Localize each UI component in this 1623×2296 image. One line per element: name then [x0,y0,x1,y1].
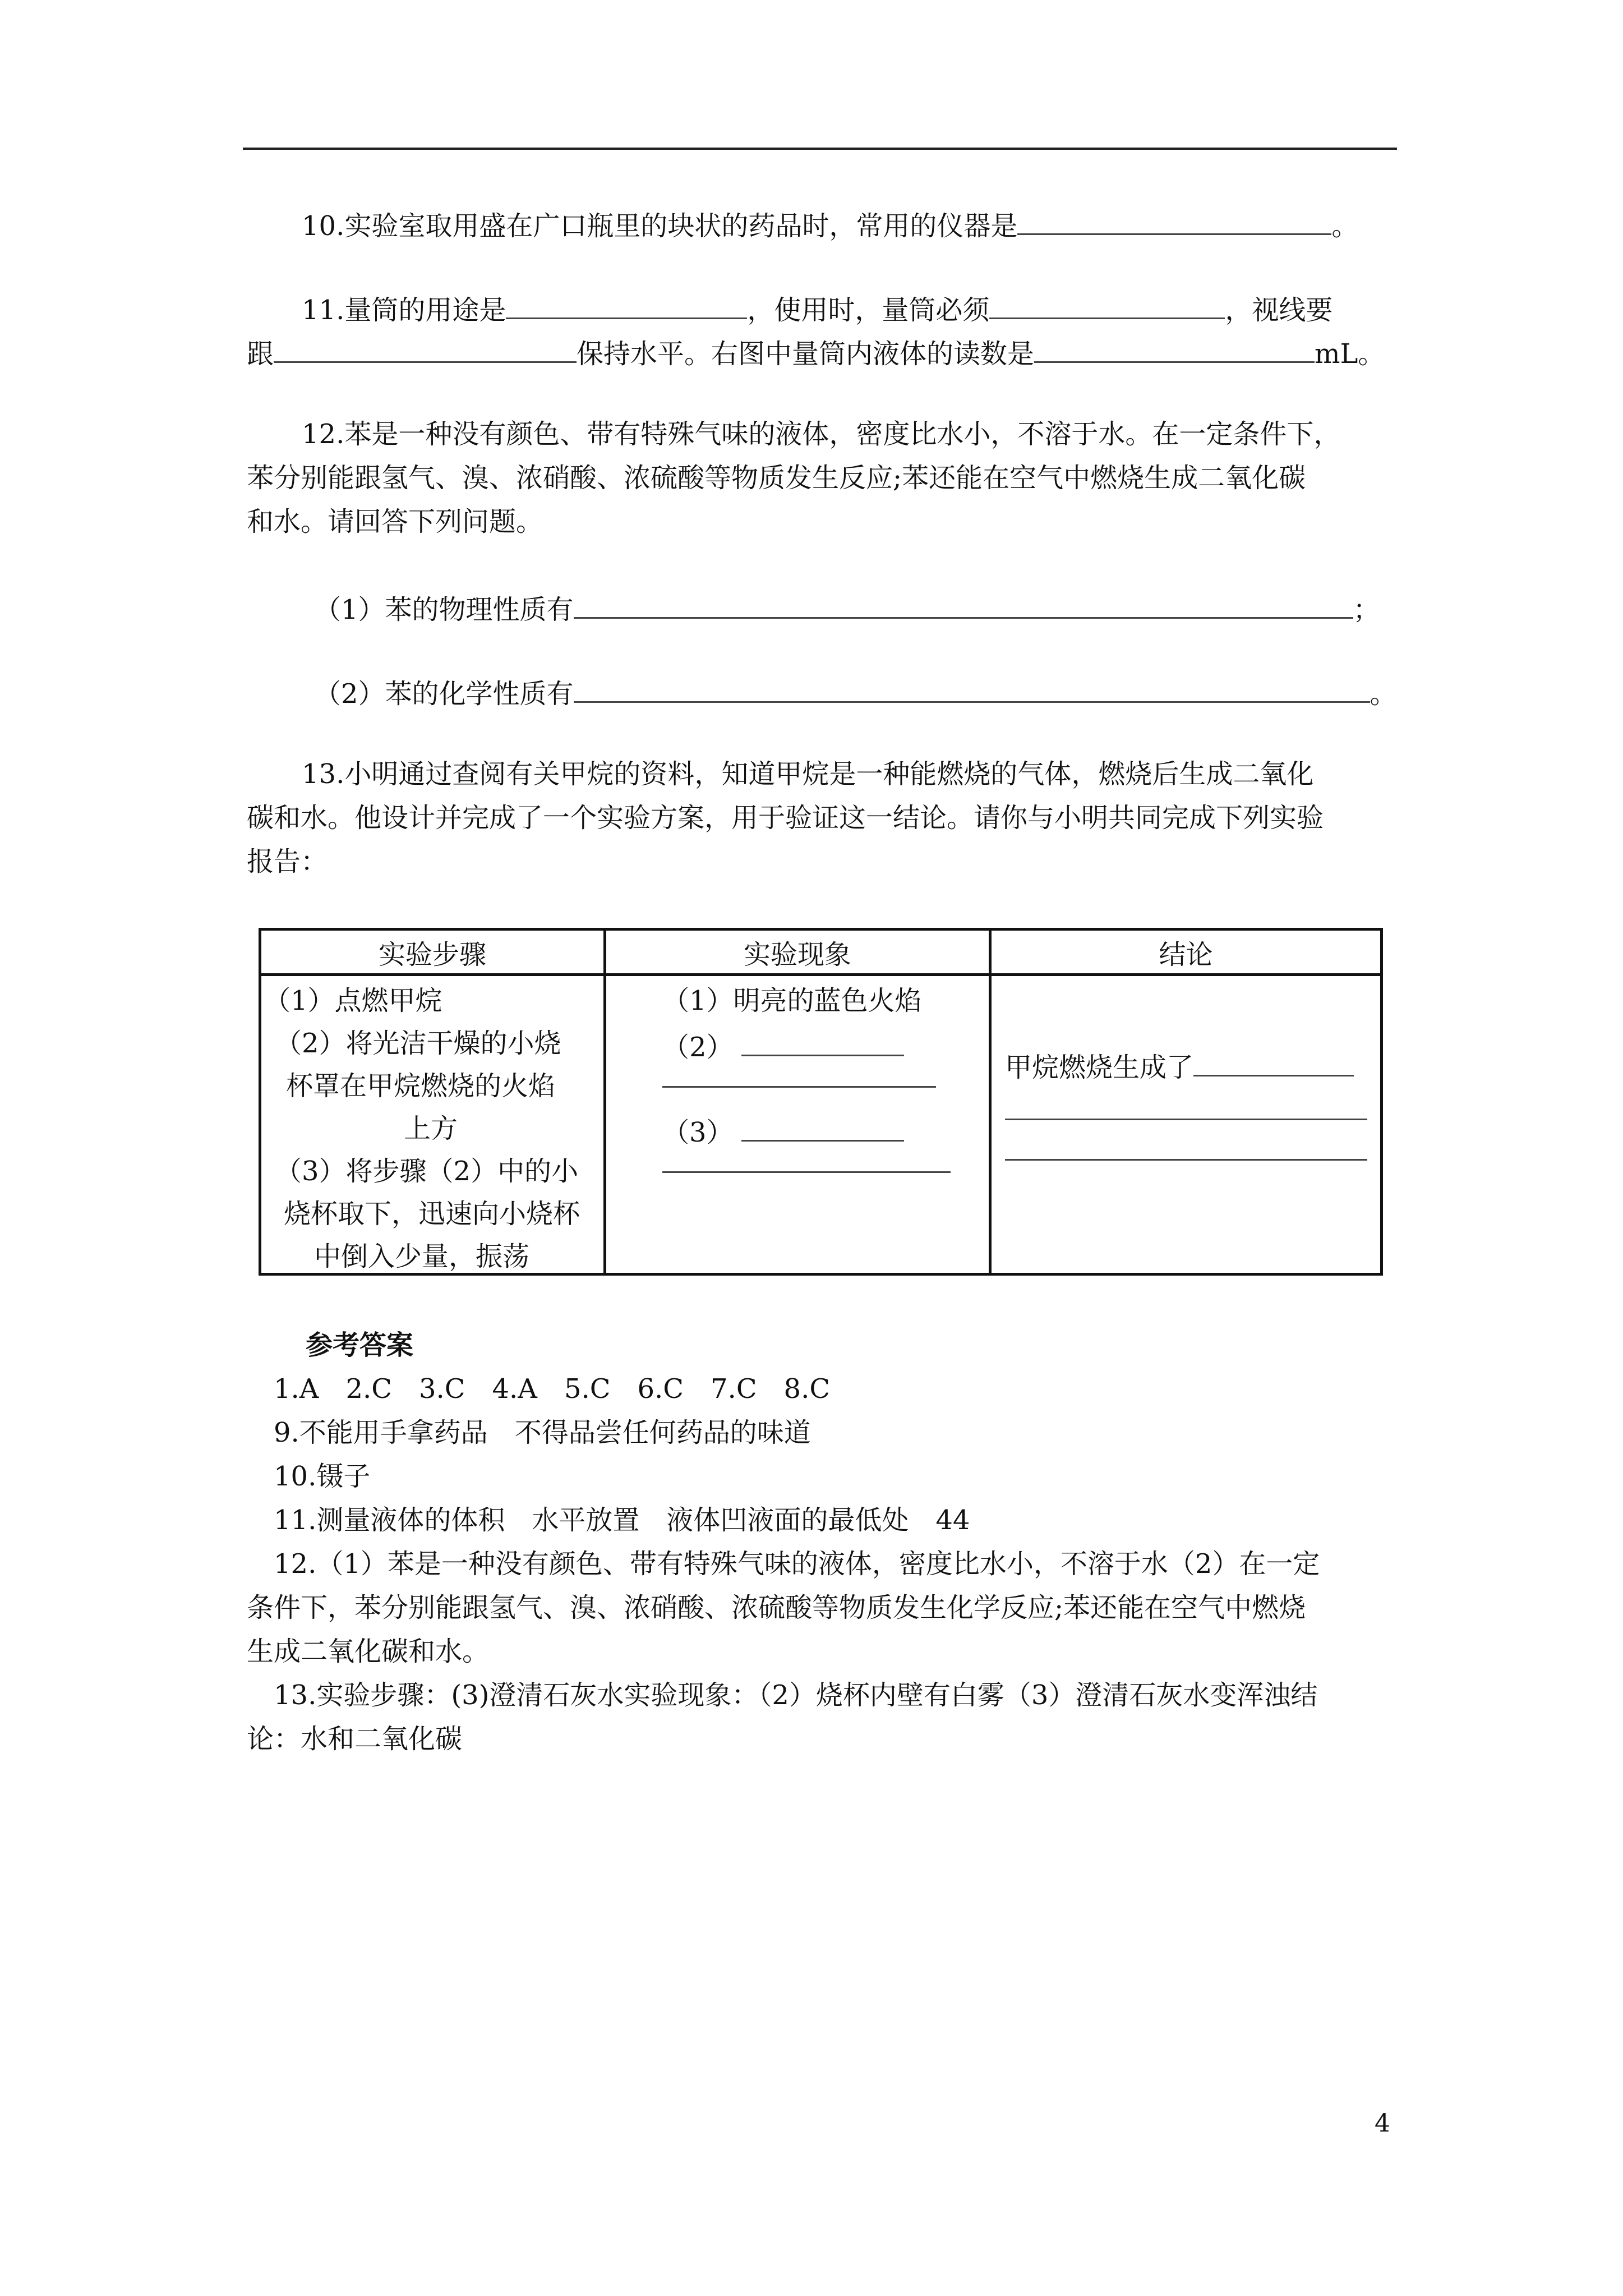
answer-line-2: 9.不能用手拿药品 不得品尝任何药品的味道 [274,1417,811,1448]
question-10-text: 10.实验室取用盛在广口瓶里的块状的药品时，常用的仪器是 [302,210,1018,242]
question-11-blank-sight[interactable] [274,337,577,363]
question-12-line-3: 和水。请回答下列问题。 [247,506,543,537]
step-line: 上方 [404,1113,458,1144]
steps-cell [260,975,605,1274]
step-line: 烧杯取下，迅速向小烧杯 [284,1198,580,1230]
question-13-line-3: 报告： [247,846,328,877]
answer-line-7: 生成二氧化碳和水。 [247,1636,490,1667]
phenomenon-2-label: （2） [662,1032,734,1063]
question-12-sub-2-text: （2）苯的化学性质有 [314,678,574,710]
question-12-sub-1-end: ； [1353,594,1380,625]
question-12-sub-2 [314,677,1397,710]
answer-line-9: 论：水和二氧化碳 [247,1723,463,1755]
step-line: （3）将步骤（2）中的小 [275,1156,579,1187]
question-10-blank[interactable] [1017,209,1331,235]
step-line: 杯罩在甲烷燃烧的火焰 [286,1070,556,1102]
question-11-text-b: ，使用时，量筒必须 [747,295,990,326]
page-number: 4 [1375,2109,1390,2138]
phenomenon-line-2 [662,1030,904,1061]
question-11-text-f: mL。 [1315,338,1385,370]
question-12-sub-1-blank[interactable] [574,592,1353,619]
question-11-text-e: 保持水平。右图中量筒内液体的读数是 [577,338,1035,370]
answer-line-3: 10.镊子 [274,1461,371,1492]
question-10-end: 。 [1331,210,1359,242]
phenomenon-2-blank-continued[interactable] [662,1086,936,1088]
question-13-line-2: 碳和水。他设计并完成了一个实验方案，用于验证这一结论。请你与小明共同完成下列实验 [247,802,1324,834]
conclusion-blank-continued[interactable] [1005,1119,1367,1120]
answer-line-6: 条件下，苯分别能跟氢气、溴、浓硝酸、浓硫酸等物质发生化学反应;苯还能在空气中燃烧 [247,1592,1306,1623]
question-11-blank-use[interactable] [506,293,747,319]
phenomenon-3-blank[interactable] [741,1115,904,1142]
question-12-line-1: 12.苯是一种没有颜色、带有特殊气味的液体，密度比水小，不溶于水。在一定条件下， [302,418,1341,450]
phenomena-cell [605,975,990,1274]
phenomenon-line-1: （1）明亮的蓝色火焰 [662,985,922,1016]
question-11-text-d: 跟 [247,338,274,370]
question-13-line-1: 13.小明通过查阅有关甲烷的资料，知道甲烷是一种能燃烧的气体，燃烧后生成二氧化 [302,758,1314,790]
conclusion-cell [990,975,1382,1274]
question-12-sub-1 [314,592,1380,623]
conclusion-text: 甲烷燃烧生成了 [1005,1052,1194,1083]
conclusion-blank-continued[interactable] [1005,1159,1367,1161]
header-phenomena: 实验现象 [605,930,990,975]
answer-line-1: 1.A 2.C 3.C 4.A 5.C 6.C 7.C 8.C [274,1373,831,1405]
question-10 [302,209,1358,240]
answer-line-8: 13.实验步骤：(3)澄清石灰水实验现象：（2）烧杯内壁有白雾（3）澄清石灰水变浑浊结 [274,1680,1318,1711]
question-12-sub-1-text: （1）苯的物理性质有 [314,594,574,625]
header-steps: 实验步骤 [260,930,605,975]
question-11-text-c: ，视线要 [1225,295,1333,326]
phenomenon-3-label: （3） [662,1117,734,1148]
question-11-line-1 [302,293,1332,324]
phenomenon-2-blank[interactable] [741,1030,904,1056]
conclusion-blank[interactable] [1193,1050,1354,1076]
conclusion-line [1005,1050,1354,1081]
question-11-blank-placement[interactable] [989,293,1225,319]
question-11-blank-reading[interactable] [1034,337,1315,363]
header-conclusion: 结论 [990,930,1382,975]
experiment-report-table [259,928,1383,1276]
question-12-sub-2-blank[interactable] [574,677,1370,703]
phenomenon-3-blank-continued[interactable] [662,1171,951,1173]
table-header-row [260,930,1382,975]
answers-title: 参考答案 [306,1329,414,1361]
table-body-row [260,975,1382,1274]
step-line: （1）点燃甲烷 [264,985,442,1016]
answer-line-4: 11.测量液体的体积 水平放置 液体凹液面的最低处 44 [274,1504,970,1536]
phenomenon-line-3 [662,1115,904,1146]
step-line: （2）将光洁干燥的小烧 [275,1028,561,1059]
header-rule [243,148,1397,150]
question-11-text-a: 11.量筒的用途是 [302,295,506,326]
step-line: 中倒入少量，振荡 [314,1241,530,1272]
question-12-line-2: 苯分别能跟氢气、溴、浓硝酸、浓硫酸等物质发生反应;苯还能在空气中燃烧生成二氧化碳 [247,462,1306,494]
answer-line-5: 12.（1）苯是一种没有颜色、带有特殊气味的液体，密度比水小，不溶于水（2）在一定 [274,1548,1320,1580]
question-11-line-2 [247,337,1385,370]
question-12-sub-2-end: 。 [1370,678,1397,710]
